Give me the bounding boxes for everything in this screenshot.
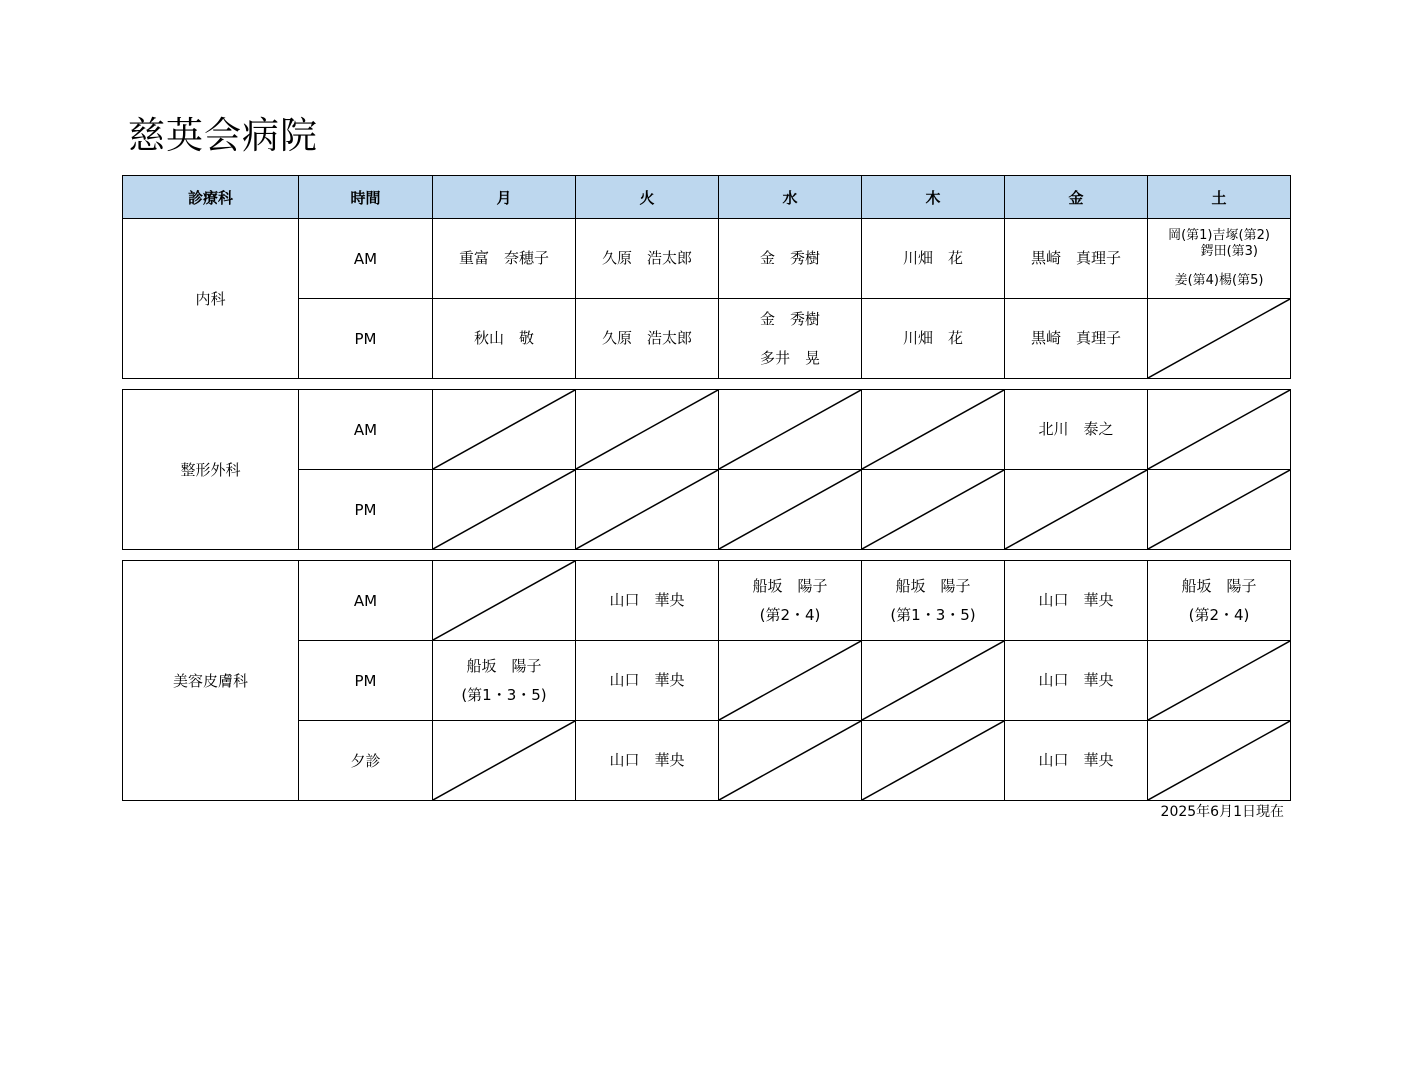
closed-cell xyxy=(576,390,719,470)
time-slot: AM xyxy=(299,561,433,641)
doctor-name: 北川 泰之 xyxy=(1038,420,1114,438)
as-of-date-note: 2025年6月1日現在 xyxy=(1160,804,1284,820)
doctor-name: 多井 晃 xyxy=(759,348,820,367)
doctor-cell xyxy=(433,299,576,379)
diagonal-slash xyxy=(576,470,718,549)
header-tuesday: 火 xyxy=(576,176,719,219)
doctor-name: 山口 華央 xyxy=(609,751,685,769)
diagonal-slash xyxy=(1148,641,1290,720)
diagonal-line xyxy=(576,390,718,469)
doctor-name: 山口 華央 xyxy=(609,591,685,609)
doctor-name: 川畑 花 xyxy=(902,249,963,267)
section-internal-medicine xyxy=(122,218,1291,379)
doctor-rotation-line: 岡(第1)吉塚(第2) xyxy=(1168,228,1270,243)
doctor-name: 山口 華央 xyxy=(1038,591,1114,609)
doctor-weeks: (第2・4) xyxy=(1188,605,1250,624)
doctor-cell xyxy=(576,561,719,641)
closed-cell xyxy=(719,390,862,470)
header-thursday: 木 xyxy=(862,176,1005,219)
doctor-cell xyxy=(1148,561,1291,641)
doctor-cell xyxy=(1005,641,1148,721)
doctor-cell xyxy=(576,721,719,801)
diagonal-slash xyxy=(862,721,1004,800)
doctor-name: 重富 奈穂子 xyxy=(458,249,549,267)
doctor-cell xyxy=(576,219,719,299)
diagonal-slash xyxy=(1148,721,1290,800)
diagonal-line xyxy=(862,721,1004,800)
diagonal-line xyxy=(433,390,575,469)
department-name: 内科 xyxy=(123,219,299,379)
doctor-cell xyxy=(862,561,1005,641)
schedule-row xyxy=(123,219,1291,299)
diagonal-line xyxy=(719,470,861,549)
header-friday: 金 xyxy=(1005,176,1148,219)
diagonal-line xyxy=(719,641,861,720)
header-monday: 月 xyxy=(433,176,576,219)
header-time: 時間 xyxy=(299,176,433,219)
closed-cell xyxy=(719,721,862,801)
diagonal-slash xyxy=(1148,470,1290,549)
diagonal-line xyxy=(576,470,718,549)
schedule-row xyxy=(123,561,1291,641)
doctor-name: 船坂 陽子 xyxy=(466,656,542,675)
diagonal-line xyxy=(719,721,861,800)
doctor-cell xyxy=(1005,390,1148,470)
diagonal-line xyxy=(1005,470,1147,549)
diagonal-slash xyxy=(1148,299,1290,378)
diagonal-slash xyxy=(862,641,1004,720)
diagonal-line xyxy=(433,561,575,640)
diagonal-slash xyxy=(433,721,575,800)
doctor-name: 黒崎 真理子 xyxy=(1030,249,1121,267)
diagonal-slash xyxy=(719,470,861,549)
hospital-title: 慈英会病院 xyxy=(128,114,318,157)
doctor-rotation-line: 鍔田(第3) xyxy=(1200,244,1258,259)
doctor-cell xyxy=(719,299,862,379)
doctor-name: 金 秀樹 xyxy=(759,309,820,328)
diagonal-line xyxy=(433,721,575,800)
diagonal-slash xyxy=(433,470,575,549)
diagonal-line xyxy=(1148,641,1290,720)
doctor-name: 船坂 陽子 xyxy=(895,576,971,595)
closed-cell xyxy=(433,390,576,470)
closed-cell xyxy=(576,470,719,550)
diagonal-line xyxy=(862,390,1004,469)
diagonal-line xyxy=(1148,470,1290,549)
doctor-cell xyxy=(719,219,862,299)
diagonal-line xyxy=(1148,299,1290,378)
diagonal-line xyxy=(433,470,575,549)
doctor-name: 船坂 陽子 xyxy=(1181,576,1257,595)
doctor-cell xyxy=(862,219,1005,299)
doctor-name: 黒崎 真理子 xyxy=(1030,329,1121,347)
doctor-cell xyxy=(576,299,719,379)
closed-cell xyxy=(719,470,862,550)
schedule-header-table xyxy=(122,175,1291,219)
time-slot: PM xyxy=(299,299,433,379)
doctor-cell xyxy=(433,641,576,721)
diagonal-slash xyxy=(433,390,575,469)
doctor-name: 山口 華央 xyxy=(609,671,685,689)
diagonal-line xyxy=(862,641,1004,720)
time-slot: AM xyxy=(299,390,433,470)
doctor-name: 秋山 敬 xyxy=(473,329,534,347)
closed-cell xyxy=(1148,470,1291,550)
doctor-cell xyxy=(1005,721,1148,801)
schedule-row xyxy=(123,641,1291,721)
doctor-name: 川畑 花 xyxy=(902,329,963,347)
closed-cell xyxy=(433,561,576,641)
diagonal-line xyxy=(1148,390,1290,469)
doctor-rotation-line: 姜(第4)楊(第5) xyxy=(1174,273,1264,288)
header-row xyxy=(123,176,1291,219)
diagonal-slash xyxy=(1005,470,1147,549)
doctor-cell xyxy=(1148,219,1291,299)
diagonal-slash xyxy=(433,561,575,640)
doctor-cell xyxy=(1005,299,1148,379)
closed-cell xyxy=(862,390,1005,470)
doctor-name: 山口 華央 xyxy=(1038,751,1114,769)
diagonal-slash xyxy=(862,390,1004,469)
schedule-row xyxy=(123,470,1291,550)
doctor-name: 久原 浩太郎 xyxy=(601,249,692,267)
closed-cell xyxy=(433,721,576,801)
time-slot: PM xyxy=(299,641,433,721)
time-slot: AM xyxy=(299,219,433,299)
diagonal-slash xyxy=(719,390,861,469)
doctor-cell xyxy=(862,299,1005,379)
closed-cell xyxy=(862,470,1005,550)
header-saturday: 土 xyxy=(1148,176,1291,219)
closed-cell xyxy=(719,641,862,721)
department-name: 整形外科 xyxy=(123,390,299,550)
closed-cell xyxy=(1148,390,1291,470)
doctor-cell xyxy=(1005,561,1148,641)
time-slot: PM xyxy=(299,470,433,550)
doctor-name: 久原 浩太郎 xyxy=(601,329,692,347)
diagonal-slash xyxy=(576,390,718,469)
header-department: 診療科 xyxy=(123,176,299,219)
closed-cell xyxy=(862,641,1005,721)
department-name: 美容皮膚科 xyxy=(123,561,299,801)
doctor-weeks: (第2・4) xyxy=(759,605,821,624)
header-wednesday: 水 xyxy=(719,176,862,219)
doctor-weeks: (第1・3・5) xyxy=(890,605,976,624)
diagonal-slash xyxy=(1148,390,1290,469)
diagonal-slash xyxy=(862,470,1004,549)
closed-cell xyxy=(1148,641,1291,721)
doctor-name: 金 秀樹 xyxy=(759,249,820,267)
closed-cell xyxy=(1148,721,1291,801)
schedule-row xyxy=(123,299,1291,379)
time-slot: 夕診 xyxy=(299,721,433,801)
section-orthopedics xyxy=(122,389,1291,550)
doctor-cell xyxy=(719,561,862,641)
closed-cell xyxy=(862,721,1005,801)
schedule-row xyxy=(123,390,1291,470)
closed-cell xyxy=(1148,299,1291,379)
doctor-cell xyxy=(1005,219,1148,299)
diagonal-line xyxy=(1148,721,1290,800)
doctor-weeks: (第1・3・5) xyxy=(461,685,547,704)
section-cosmetic-dermatology xyxy=(122,560,1291,801)
schedule-row xyxy=(123,721,1291,801)
doctor-name: 山口 華央 xyxy=(1038,671,1114,689)
closed-cell xyxy=(1005,470,1148,550)
diagonal-line xyxy=(862,470,1004,549)
closed-cell xyxy=(433,470,576,550)
diagonal-slash xyxy=(719,641,861,720)
doctor-name: 船坂 陽子 xyxy=(752,576,828,595)
doctor-cell xyxy=(576,641,719,721)
diagonal-line xyxy=(719,390,861,469)
doctor-cell xyxy=(433,219,576,299)
diagonal-slash xyxy=(719,721,861,800)
